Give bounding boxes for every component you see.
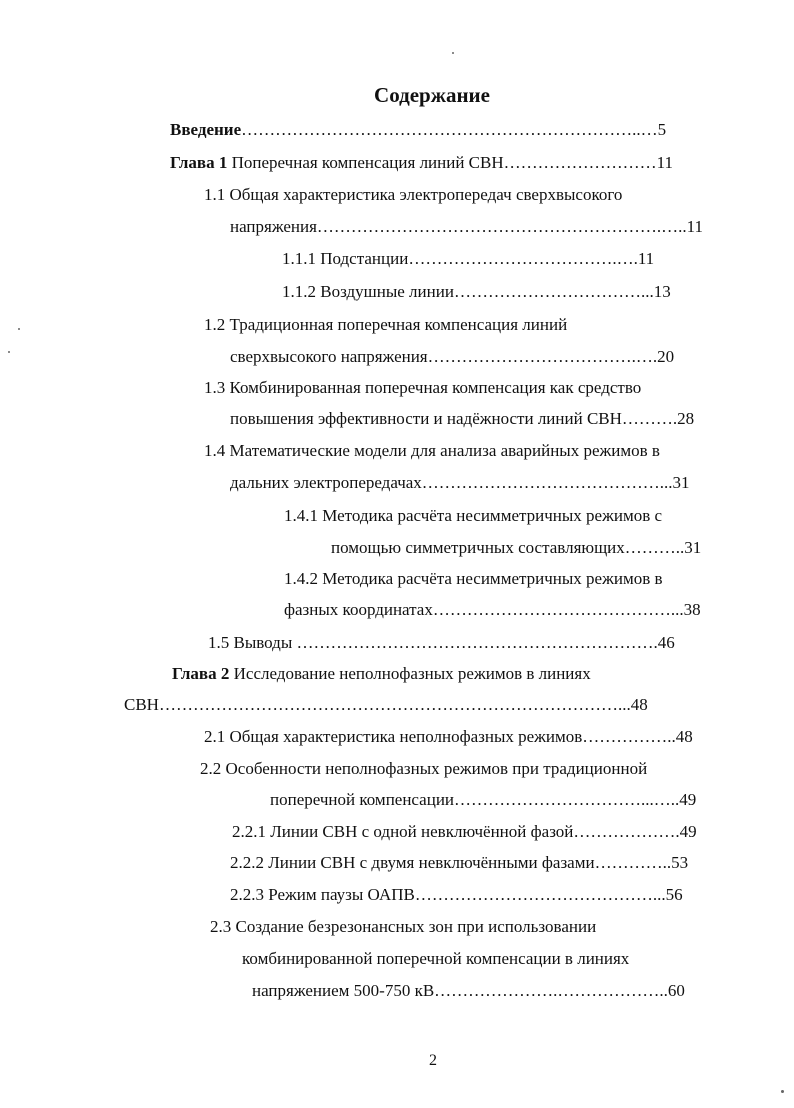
- toc-lead: Глава 2: [172, 664, 230, 683]
- toc-entry: [172, 663, 591, 685]
- toc-text: повышения эффективности и надёжности линий СВН: [230, 409, 622, 428]
- toc-text: 1.5 Выводы: [208, 633, 293, 652]
- toc-text: 1.1.1 Подстанции: [282, 249, 409, 268]
- toc-text: СВН: [124, 695, 159, 714]
- toc-page: 11: [686, 217, 704, 236]
- toc-text: фазных координатах: [284, 600, 433, 619]
- toc-entry: [124, 694, 648, 716]
- toc-dots: ……………….: [573, 822, 680, 841]
- toc-dots: ……………………………...: [453, 282, 654, 301]
- toc-entry: [284, 599, 701, 621]
- toc-text: 1.4 Математические модели для анализа аварийных режимов в: [204, 441, 660, 460]
- toc-text: комбинированной поперечной компенсации в линиях: [242, 949, 630, 968]
- toc-text: 1.1.2 Воздушные линии: [282, 282, 454, 301]
- toc-entry: [230, 346, 674, 368]
- scan-speck: [8, 351, 10, 353]
- toc-page: 13: [653, 282, 671, 301]
- toc-lead: Глава 1: [170, 153, 228, 172]
- toc-page: 38: [683, 600, 701, 619]
- toc-text: Поперечная компенсация линий СВН: [227, 153, 504, 172]
- toc-text: 1.3 Комбинированная поперечная компенсация как средство: [204, 378, 642, 397]
- toc-dots: ……………………………….….: [408, 249, 638, 268]
- toc-dots: ……….: [621, 409, 678, 428]
- toc-page: 48: [630, 695, 648, 714]
- toc-dots: ……………………………………...: [421, 473, 673, 492]
- toc-text: напряжением 500-750 кВ: [252, 981, 435, 1000]
- toc-entry: [204, 440, 660, 462]
- toc-page: 49: [679, 822, 697, 841]
- toc-text: 2.1 Общая характеристика неполнофазных режимов: [204, 727, 583, 746]
- scan-speck: [452, 52, 454, 54]
- scan-speck: [18, 328, 20, 330]
- toc-text: 1.1 Общая характеристика электропередач сверхвысокого: [204, 185, 623, 204]
- toc-entry: [232, 821, 697, 843]
- toc-text: 2.2.1 Линии СВН с одной невключённой фазой: [232, 822, 574, 841]
- toc-entry: [210, 916, 596, 938]
- page-number: 2: [429, 1052, 437, 1069]
- toc-dots: ……………………………...…..: [454, 790, 680, 809]
- toc-dots: …………………………………………………….…..: [316, 217, 687, 236]
- toc-page: 31: [684, 538, 702, 557]
- toc-entry: [204, 184, 622, 206]
- toc-dots: …………..: [594, 853, 672, 872]
- toc-entry: [170, 152, 673, 174]
- toc-text: 2.2.3 Режим паузы ОАПВ: [230, 885, 415, 904]
- toc-entry: [331, 537, 701, 559]
- toc-entry: [284, 568, 663, 590]
- toc-entry: [230, 852, 688, 874]
- toc-text: поперечной компенсации: [270, 790, 455, 809]
- toc-text: 2.3 Создание безрезонансных зон при использовании: [210, 917, 597, 936]
- toc-text: 2.2.2 Линии СВН с двумя невключёнными фазами: [230, 853, 595, 872]
- toc-text: 1.4.2 Методика расчёта несимметричных режимов в: [284, 569, 663, 588]
- toc-entry: [230, 216, 703, 238]
- toc-page: 53: [671, 853, 689, 872]
- toc-dots: ………………………: [503, 153, 657, 172]
- toc-dots: ………………………………………………………………………...: [158, 695, 631, 714]
- toc-page: 48: [675, 727, 693, 746]
- toc-entry: [282, 281, 671, 303]
- toc-page: 28: [677, 409, 695, 428]
- toc-dots: ……………………………………………………………..…: [241, 120, 658, 139]
- toc-text: напряжения: [230, 217, 317, 236]
- toc-entry: [230, 472, 690, 494]
- toc-dots: ………..: [624, 538, 685, 557]
- toc-page: 11: [637, 249, 655, 268]
- toc-dots: ……………………………………...: [432, 600, 684, 619]
- toc-page: 49: [679, 790, 697, 809]
- toc-entry: [170, 119, 666, 141]
- toc-page: 11: [656, 153, 674, 172]
- toc-entry: [204, 726, 693, 748]
- toc-text: Исследование неполнофазных режимов в линиях: [229, 664, 591, 683]
- toc-entry: [208, 632, 675, 654]
- toc-page: 46: [657, 633, 675, 652]
- toc-entry: [204, 314, 567, 336]
- toc-entry: [270, 789, 696, 811]
- toc-dots: ……………………………………………………….: [292, 633, 658, 652]
- toc-page: 31: [672, 473, 690, 492]
- toc-text: 2.2 Особенности неполнофазных режимов при традиционной: [200, 759, 648, 778]
- toc-dots: ……………………………….….: [427, 347, 658, 366]
- scan-speck: [781, 1090, 784, 1093]
- toc-page: 5: [657, 120, 667, 139]
- toc-dots: ……………………………………...: [414, 885, 666, 904]
- toc-entry: [230, 408, 694, 430]
- toc-text: сверхвысокого напряжения: [230, 347, 428, 366]
- toc-entry: [230, 884, 683, 906]
- toc-page: 60: [667, 981, 685, 1000]
- toc-entry: [284, 505, 662, 527]
- toc-entry: [204, 377, 641, 399]
- toc-entry: [200, 758, 647, 780]
- toc-text: дальних электропередачах: [230, 473, 422, 492]
- page-title: Содержание: [374, 83, 490, 107]
- toc-text: 1.4.1 Методика расчёта несимметричных режимов с: [284, 506, 663, 525]
- toc-dots: ………………….………………..: [434, 981, 668, 1000]
- toc-page: 56: [665, 885, 683, 904]
- toc-entry: [252, 980, 685, 1002]
- toc-entry: [242, 948, 629, 970]
- toc-page: 20: [657, 347, 675, 366]
- toc-dots: ……………..: [582, 727, 676, 746]
- toc-lead: Введение: [170, 120, 242, 139]
- toc-text: 1.2 Традиционная поперечная компенсация линий: [204, 315, 568, 334]
- toc-text: помощью симметричных составляющих: [331, 538, 625, 557]
- toc-entry: [282, 248, 654, 270]
